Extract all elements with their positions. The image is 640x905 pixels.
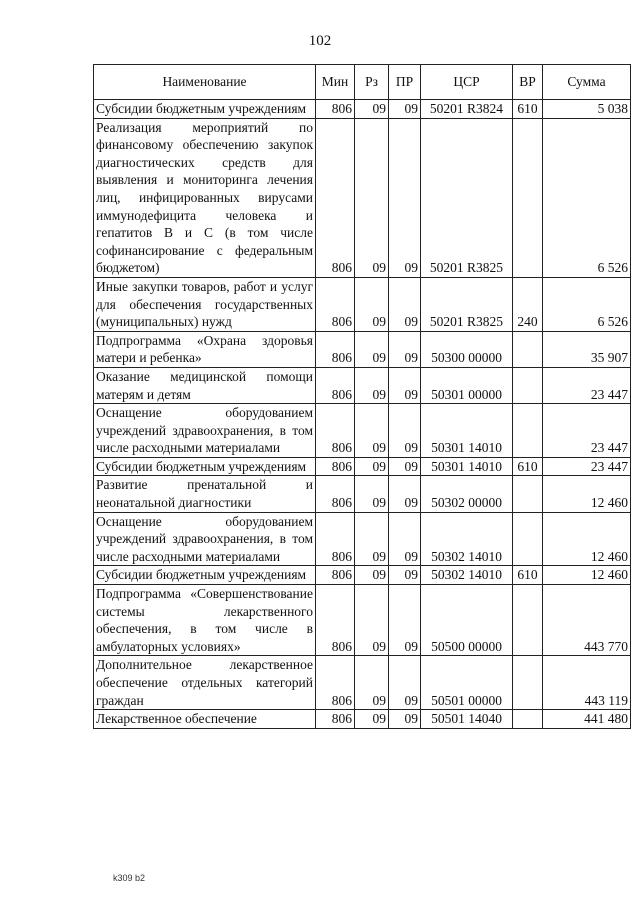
row-sum: 23 447 — [543, 457, 631, 476]
row-rz: 09 — [355, 585, 389, 656]
row-csr: 50500 00000 — [421, 585, 513, 656]
row-sum: 12 460 — [543, 512, 631, 566]
table-row — [94, 476, 631, 512]
row-rz: 09 — [355, 367, 389, 403]
row-min: 806 — [316, 118, 355, 277]
row-csr: 50201 R3824 — [421, 100, 513, 119]
row-pr: 09 — [389, 566, 421, 585]
row-csr: 50302 14010 — [421, 512, 513, 566]
row-pr: 09 — [389, 656, 421, 710]
row-name: Субсидии бюджетным учреждениям — [94, 566, 316, 585]
row-min: 806 — [316, 457, 355, 476]
budget-table — [93, 64, 631, 729]
row-min: 806 — [316, 476, 355, 512]
row-name: Лекарственное обеспечение — [94, 710, 316, 729]
row-min: 806 — [316, 710, 355, 729]
table-row — [94, 118, 631, 277]
footer-code: k309 b2 — [113, 873, 146, 883]
row-rz: 09 — [355, 331, 389, 367]
row-vr — [513, 585, 543, 656]
row-min: 806 — [316, 277, 355, 331]
table-body — [94, 100, 631, 729]
row-name: Иные закупки товаров, работ и услуг для обеспечения государственных (муниципальных) нужд — [94, 277, 316, 331]
row-pr: 09 — [389, 118, 421, 277]
row-csr: 50501 00000 — [421, 656, 513, 710]
row-rz: 09 — [355, 566, 389, 585]
table-row — [94, 367, 631, 403]
row-name: Подпрограмма «Совершенствование системы лекарственного обеспечения, в том числе в амбулаторных условиях» — [94, 585, 316, 656]
row-vr: 240 — [513, 277, 543, 331]
row-rz: 09 — [355, 476, 389, 512]
row-rz: 09 — [355, 457, 389, 476]
row-csr: 50302 00000 — [421, 476, 513, 512]
row-min: 806 — [316, 100, 355, 119]
row-sum: 6 526 — [543, 118, 631, 277]
row-min: 806 — [316, 367, 355, 403]
row-sum: 6 526 — [543, 277, 631, 331]
row-min: 806 — [316, 656, 355, 710]
row-csr: 50501 14040 — [421, 710, 513, 729]
row-name: Оказание медицинской помощи матерям и детям — [94, 367, 316, 403]
row-name: Оснащение оборудованием учреждений здравоохранения, в том числе расходными материалами — [94, 512, 316, 566]
row-csr: 50201 R3825 — [421, 118, 513, 277]
row-pr: 09 — [389, 277, 421, 331]
row-name: Субсидии бюджетным учреждениям — [94, 457, 316, 476]
row-vr — [513, 710, 543, 729]
row-pr: 09 — [389, 512, 421, 566]
row-rz: 09 — [355, 710, 389, 729]
table-row — [94, 100, 631, 119]
row-sum: 23 447 — [543, 404, 631, 458]
row-name: Подпрограмма «Охрана здоровья матери и ребенка» — [94, 331, 316, 367]
table-row — [94, 566, 631, 585]
row-sum: 441 480 — [543, 710, 631, 729]
row-vr — [513, 476, 543, 512]
row-min: 806 — [316, 331, 355, 367]
row-vr: 610 — [513, 457, 543, 476]
row-pr: 09 — [389, 476, 421, 512]
table-row — [94, 656, 631, 710]
row-vr — [513, 367, 543, 403]
header-vr: ВР — [513, 65, 543, 100]
header-sum: Сумма — [543, 65, 631, 100]
row-csr: 50302 14010 — [421, 566, 513, 585]
row-name: Дополнительное лекарственное обеспечение отдельных категорий граждан — [94, 656, 316, 710]
row-sum: 12 460 — [543, 566, 631, 585]
row-min: 806 — [316, 585, 355, 656]
row-vr — [513, 404, 543, 458]
row-csr: 50301 14010 — [421, 457, 513, 476]
row-csr: 50201 R3825 — [421, 277, 513, 331]
row-min: 806 — [316, 566, 355, 585]
row-csr: 50300 00000 — [421, 331, 513, 367]
row-sum: 443 119 — [543, 656, 631, 710]
header-min: Мин — [316, 65, 355, 100]
row-pr: 09 — [389, 100, 421, 119]
row-min: 806 — [316, 404, 355, 458]
header-csr: ЦСР — [421, 65, 513, 100]
row-rz: 09 — [355, 656, 389, 710]
row-min: 806 — [316, 512, 355, 566]
row-pr: 09 — [389, 585, 421, 656]
table-row — [94, 404, 631, 458]
table-row — [94, 457, 631, 476]
row-pr: 09 — [389, 710, 421, 729]
header-pr: ПР — [389, 65, 421, 100]
table-row — [94, 277, 631, 331]
table-row — [94, 710, 631, 729]
row-pr: 09 — [389, 367, 421, 403]
row-rz: 09 — [355, 277, 389, 331]
row-vr — [513, 656, 543, 710]
table-row — [94, 331, 631, 367]
row-vr — [513, 512, 543, 566]
row-rz: 09 — [355, 512, 389, 566]
table-row — [94, 585, 631, 656]
row-pr: 09 — [389, 457, 421, 476]
row-vr: 610 — [513, 100, 543, 119]
table-header-row — [94, 65, 631, 100]
header-rz: Рз — [355, 65, 389, 100]
row-csr: 50301 14010 — [421, 404, 513, 458]
row-sum: 23 447 — [543, 367, 631, 403]
row-rz: 09 — [355, 100, 389, 119]
row-csr: 50301 00000 — [421, 367, 513, 403]
row-vr: 610 — [513, 566, 543, 585]
row-name: Развитие пренатальной и неонатальной диагностики — [94, 476, 316, 512]
row-vr — [513, 331, 543, 367]
header-name: Наименование — [94, 65, 316, 100]
row-sum: 5 038 — [543, 100, 631, 119]
row-rz: 09 — [355, 404, 389, 458]
page-number: 102 — [308, 33, 332, 49]
row-name: Оснащение оборудованием учреждений здравоохранения, в том числе расходными материалами — [94, 404, 316, 458]
row-sum: 35 907 — [543, 331, 631, 367]
row-rz: 09 — [355, 118, 389, 277]
row-sum: 12 460 — [543, 476, 631, 512]
row-name: Субсидии бюджетным учреждениям — [94, 100, 316, 119]
row-pr: 09 — [389, 404, 421, 458]
row-vr — [513, 118, 543, 277]
table-row — [94, 512, 631, 566]
row-name: Реализация мероприятий по финансовому обеспечению закупок диагностических средств для выявления и мониторинга лечения лиц, инфицированных вирусами иммунодефицита человека и гепатитов В и С (в том числе софинансирование с федеральным бюджетом) — [94, 118, 316, 277]
row-sum: 443 770 — [543, 585, 631, 656]
row-pr: 09 — [389, 331, 421, 367]
